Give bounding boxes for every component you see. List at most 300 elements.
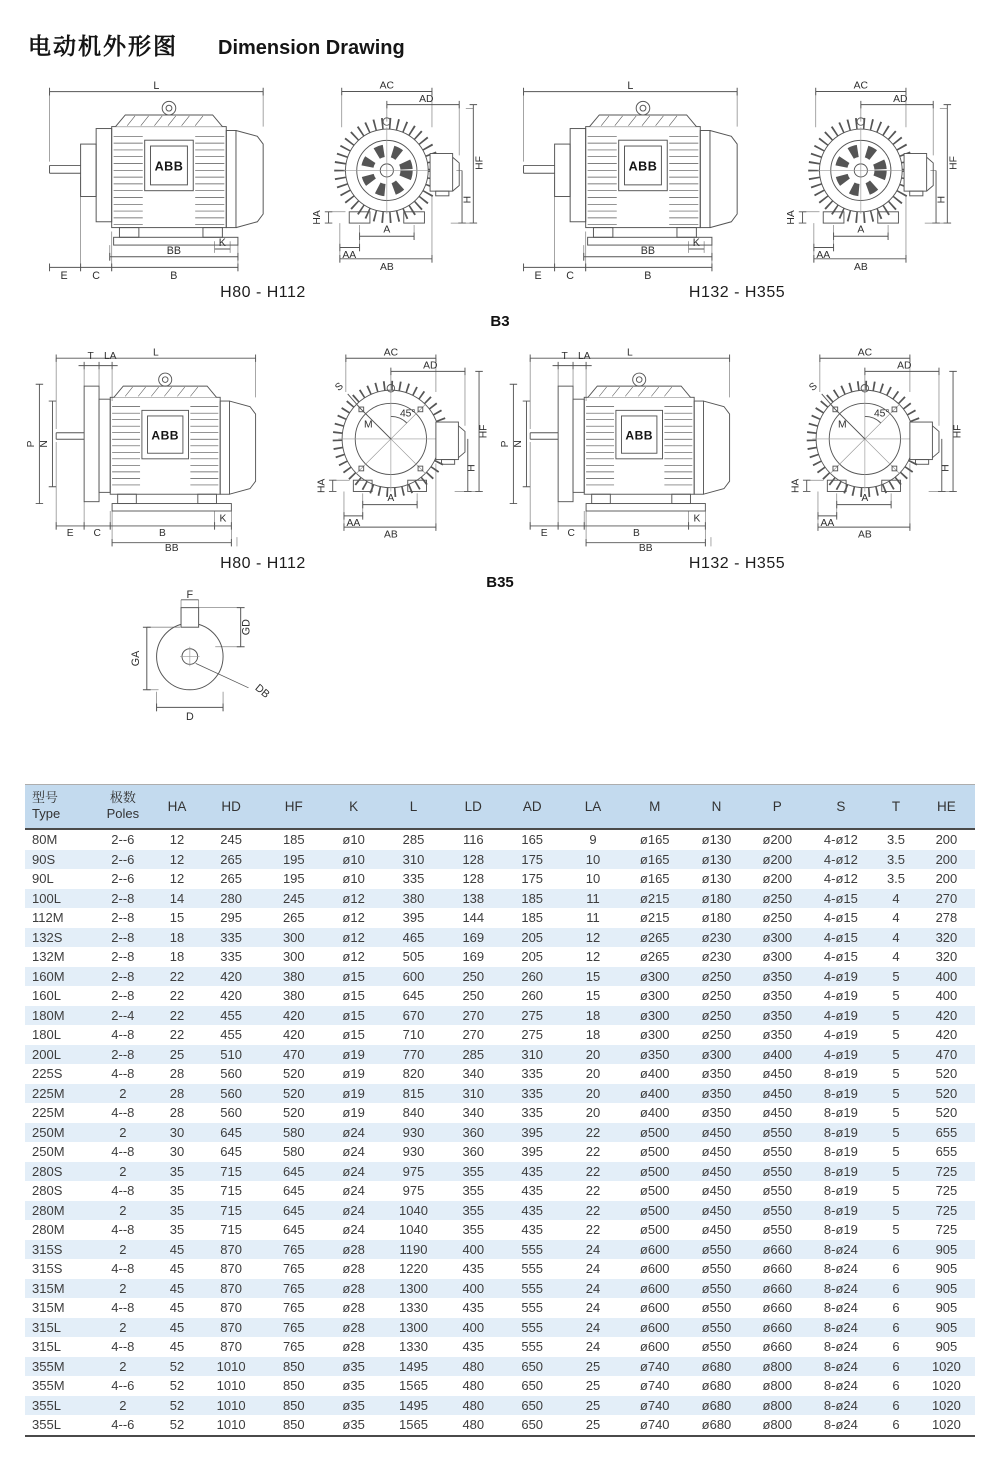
cell-value: 715 (220, 1222, 242, 1237)
dim-label-h: H (462, 195, 474, 204)
dim-label-hf: HF (952, 424, 964, 439)
cell-value: 4--6 (111, 1378, 135, 1393)
cell-value: 8-ø19 (823, 1105, 858, 1120)
cell-value: 20 (585, 1066, 601, 1081)
cell-value: ø350 (747, 1006, 808, 1026)
cell-value: ø19 (325, 1084, 382, 1104)
column-header-ha: HA (154, 785, 200, 830)
cell-value: 8-ø24 (823, 1339, 858, 1354)
dim-label-a: A (383, 224, 391, 236)
dim-label-t: T (87, 351, 94, 363)
cell-value: 2 (91, 1279, 154, 1299)
cell-value: 1010 (200, 1396, 263, 1416)
cell-value: 5 (874, 1123, 918, 1143)
cell-value: ø12 (342, 910, 365, 925)
cell-value: ø660 (762, 1300, 793, 1315)
abb-logo: ABB (625, 428, 654, 443)
cell-value: ø24 (325, 1123, 382, 1143)
cell-value: 275 (521, 1027, 544, 1042)
cell-value: 765 (282, 1261, 305, 1276)
cell-value: 8-ø24 (823, 1378, 858, 1393)
table-row (25, 889, 975, 909)
cell-value: 650 (502, 1357, 563, 1377)
motor-front-view-b35-drawing (310, 347, 498, 544)
dim-label-l: L (627, 347, 633, 359)
table-row (25, 1201, 975, 1221)
cell-value: ø450 (686, 1162, 747, 1182)
cell-value: ø550 (686, 1279, 747, 1299)
cell-value: 395 (402, 910, 425, 925)
cell-value: ø660 (747, 1240, 808, 1260)
cell-value: 905 (918, 1318, 975, 1338)
cell-value: 300 (282, 949, 305, 964)
cell-value: 25 (563, 1396, 624, 1416)
cell-value: 520 (935, 1066, 958, 1081)
column-header-type-zh: 型号 (32, 790, 59, 805)
dim-label-e: E (60, 270, 68, 283)
cell-value: ø250 (686, 1006, 747, 1026)
dim-label-ac: AC (853, 80, 869, 92)
cell-value: ø350 (701, 1105, 732, 1120)
cell-value: 6 (892, 1378, 900, 1393)
dim-label-h: H (466, 464, 478, 472)
cell-value: ø200 (747, 850, 808, 870)
cell-value: 335 (502, 1084, 563, 1104)
cell-value: 8-ø19 (808, 1084, 874, 1104)
cell-value: ø300 (623, 1006, 686, 1026)
cell-type: 315S (25, 1240, 91, 1260)
cell-value: 195 (262, 850, 325, 870)
cell-value: 45 (169, 1339, 185, 1354)
dim-label-ha: HA (790, 478, 802, 493)
cell-value: 975 (402, 1183, 425, 1198)
column-header-m: M (623, 785, 686, 830)
cell-value: 10 (563, 850, 624, 870)
dim-label-a: A (861, 492, 869, 504)
cell-value: 1020 (918, 1396, 975, 1416)
dim-label-m: M (838, 419, 847, 431)
cell-value: ø35 (325, 1415, 382, 1436)
cell-value: ø450 (701, 1222, 732, 1237)
cell-value: ø450 (762, 1105, 793, 1120)
cell-value: ø24 (342, 1222, 365, 1237)
cell-value: 1220 (399, 1261, 428, 1276)
cell-value: 8-ø24 (823, 1300, 858, 1315)
cell-value: 52 (154, 1415, 200, 1436)
cell-type: 90L (32, 871, 54, 886)
cell-value: 310 (502, 1045, 563, 1065)
cell-value: 2 (91, 1318, 154, 1338)
drawing-pair-b3-small-frames (32, 80, 494, 302)
cell-value: ø28 (325, 1240, 382, 1260)
cell-value: 12 (585, 949, 601, 964)
cell-value: 4--6 (91, 1415, 154, 1436)
cell-value: 645 (200, 1123, 263, 1143)
dim-label-l: L (153, 79, 160, 92)
cell-value: 165 (521, 832, 544, 847)
drawing-pair-b35-small-frames (25, 347, 494, 573)
cell-value: 275 (502, 1006, 563, 1026)
cell-value: 335 (220, 949, 242, 964)
cell-value: 20 (563, 1084, 624, 1104)
cell-type: 200L (25, 1045, 91, 1065)
cell-value: 400 (935, 988, 958, 1003)
cell-value: ø130 (701, 871, 732, 886)
cell-value: ø130 (686, 850, 747, 870)
dim-label-ha: HA (786, 210, 798, 225)
cell-value: 725 (918, 1201, 975, 1221)
cell-value: 2--6 (111, 832, 135, 847)
cell-value: 510 (200, 1045, 263, 1065)
dim-label-c: C (566, 270, 575, 283)
column-header-poles (91, 785, 154, 830)
cell-value: ø24 (342, 1183, 365, 1198)
cell-value: ø680 (686, 1415, 747, 1436)
cell-value: 320 (935, 949, 958, 964)
dim-label-db: DB (252, 681, 272, 701)
cell-value: 850 (262, 1396, 325, 1416)
drawing-views (499, 347, 972, 555)
cell-value: 555 (521, 1261, 544, 1276)
cell-value: 310 (445, 1084, 502, 1104)
cell-value: 4 (874, 889, 918, 909)
cell-value: ø24 (325, 1162, 382, 1182)
cell-value: 1020 (918, 1357, 975, 1377)
column-header-hd: HD (200, 785, 263, 830)
cell-value: 4-ø12 (808, 850, 874, 870)
cell-value: 4 (892, 949, 900, 964)
cell-value: 8-ø24 (808, 1357, 874, 1377)
cell-value: ø19 (342, 1105, 365, 1120)
cell-type: 132S (25, 928, 91, 948)
drawing-row-b3 (32, 80, 968, 302)
cell-value: 11 (563, 889, 624, 909)
title-english: Dimension Drawing (218, 37, 405, 59)
cell-value: 285 (445, 1045, 502, 1065)
cell-value: 435 (462, 1300, 485, 1315)
cell-value: 905 (935, 1339, 958, 1354)
drawing-pair-b35-large-frames (499, 347, 968, 573)
dim-label-ad: AD (423, 360, 438, 372)
cell-value: ø12 (325, 928, 382, 948)
table-row (25, 1318, 975, 1338)
cell-value: 5 (892, 1183, 900, 1198)
dim-label-p: P (25, 440, 37, 448)
cell-value: 25 (563, 1415, 624, 1436)
cell-value: 185 (502, 889, 563, 909)
cell-value: 3.5 (886, 832, 906, 847)
dim-label-la: LA (577, 351, 591, 363)
dim-label-aa: AA (346, 518, 361, 530)
cell-value: 4--8 (111, 1261, 135, 1276)
cell-value: 380 (282, 988, 305, 1003)
cell-value: 52 (154, 1396, 200, 1416)
cell-value: 4-ø12 (823, 871, 858, 886)
cell-value: ø300 (762, 949, 793, 964)
cell-value: 560 (200, 1084, 263, 1104)
cell-value: 455 (200, 1006, 263, 1026)
cell-value: 320 (918, 928, 975, 948)
cell-value: ø300 (747, 928, 808, 948)
cell-value: 420 (200, 967, 263, 987)
dimension-table-wrap (25, 784, 975, 1437)
cell-value: 5 (874, 967, 918, 987)
table-row (25, 1103, 975, 1123)
dim-label-h: H (936, 195, 948, 204)
cell-value: ø740 (639, 1378, 670, 1393)
cell-value: 1495 (382, 1357, 445, 1377)
cell-value: 560 (220, 1066, 242, 1081)
cell-value: ø550 (686, 1318, 747, 1338)
cell-value: 420 (262, 1006, 325, 1026)
dim-label-e: E (540, 528, 548, 540)
cell-type: 160M (25, 967, 91, 987)
column-header-poles-en: Poles (106, 806, 140, 821)
cell-type: 225S (32, 1066, 63, 1081)
table-row (25, 1025, 975, 1045)
cell-value: ø28 (342, 1300, 365, 1315)
cell-value: 380 (382, 889, 445, 909)
cell-value: ø600 (639, 1300, 670, 1315)
table-row (25, 850, 975, 870)
cell-value: 555 (521, 1300, 544, 1315)
cell-value: 6 (892, 1339, 900, 1354)
cell-value: 10 (585, 871, 601, 886)
cell-value: 480 (462, 1378, 485, 1393)
cell-type: 280S (25, 1162, 91, 1182)
cell-value: 870 (220, 1300, 242, 1315)
abb-logo: ABB (151, 428, 180, 443)
cell-value: 650 (502, 1396, 563, 1416)
cell-value: ø24 (325, 1201, 382, 1221)
cell-value: ø10 (342, 832, 365, 847)
cell-type: 355L (25, 1396, 91, 1416)
cell-value: 435 (521, 1183, 544, 1198)
cell-value: 1010 (200, 1357, 263, 1377)
cell-value: 930 (402, 1144, 425, 1159)
title-chinese: 电动机外形图 (28, 33, 178, 59)
cell-value: 340 (462, 1105, 485, 1120)
dim-label-45deg: 45° (873, 408, 890, 420)
cell-value: 195 (282, 871, 305, 886)
cell-value: 22 (154, 967, 200, 987)
cell-value: ø450 (701, 1183, 732, 1198)
cell-value: ø550 (747, 1201, 808, 1221)
cell-value: 1010 (200, 1415, 263, 1436)
table-row (25, 1181, 975, 1201)
cell-value: 820 (402, 1066, 425, 1081)
cell-value: 840 (402, 1105, 425, 1120)
cell-type: 280S (32, 1183, 63, 1198)
cell-value: ø550 (747, 1123, 808, 1143)
cell-value: 35 (154, 1162, 200, 1182)
cell-type: 315M (25, 1279, 91, 1299)
cell-value: ø500 (639, 1183, 670, 1198)
cell-value: 2--8 (91, 889, 154, 909)
table-row (25, 1396, 975, 1416)
cell-value: ø550 (747, 1162, 808, 1182)
cell-value: 260 (521, 988, 544, 1003)
cell-value: 2--8 (111, 910, 135, 925)
dim-label-s: S (333, 380, 346, 394)
cell-type: 112M (32, 910, 64, 925)
dim-label-hf: HF (478, 424, 490, 439)
cell-value: ø250 (747, 889, 808, 909)
shaft-end-view-drawing (92, 588, 317, 724)
cell-value: 850 (262, 1357, 325, 1377)
cell-value: 480 (445, 1357, 502, 1377)
cell-value: ø130 (701, 832, 732, 847)
cell-value: ø740 (623, 1396, 686, 1416)
dim-label-bb: BB (638, 543, 653, 555)
cell-value: 4 (874, 928, 918, 948)
cell-value: 1040 (382, 1201, 445, 1221)
cell-value: 250 (462, 988, 485, 1003)
cell-value: ø28 (342, 1261, 365, 1276)
cell-value: ø230 (701, 949, 732, 964)
dim-label-l: L (153, 347, 159, 359)
cell-value: 138 (445, 889, 502, 909)
cell-value: 205 (502, 928, 563, 948)
cell-value: 2--6 (91, 850, 154, 870)
cell-value: ø600 (623, 1240, 686, 1260)
cell-value: 3.5 (886, 871, 906, 886)
cell-value: 5 (892, 1066, 900, 1081)
cell-value: 2--8 (111, 949, 135, 964)
cell-value: 905 (918, 1240, 975, 1260)
cell-value: 45 (154, 1240, 200, 1260)
cell-value: 8-ø19 (823, 1222, 858, 1237)
table-row (25, 1279, 975, 1299)
cell-value: 645 (402, 988, 425, 1003)
cell-value: 20 (585, 1105, 601, 1120)
dim-label-c: C (93, 528, 101, 540)
cell-value: 4-ø15 (823, 949, 858, 964)
dim-label-ab: AB (383, 529, 398, 541)
cell-value: 6 (874, 1396, 918, 1416)
dim-label-m: M (364, 419, 373, 431)
cell-value: 4-ø15 (823, 910, 858, 925)
cell-value: 645 (282, 1222, 305, 1237)
cell-value: 185 (521, 910, 544, 925)
cell-type: 355M (32, 1378, 65, 1393)
dim-label-ac: AC (379, 80, 395, 92)
dim-label-s: S (807, 380, 820, 394)
cell-value: 2--8 (111, 988, 135, 1003)
cell-value: 45 (154, 1318, 200, 1338)
cell-value: 8-ø24 (808, 1396, 874, 1416)
dim-label-l: L (627, 79, 634, 92)
cell-value: 300 (262, 928, 325, 948)
cell-value: ø680 (701, 1378, 732, 1393)
cell-value: 1565 (382, 1415, 445, 1436)
cell-value: 2--6 (111, 871, 135, 886)
dim-label-ad: AD (897, 360, 912, 372)
cell-value: 725 (918, 1162, 975, 1182)
cell-type: 180L (32, 1027, 61, 1042)
cell-value: 815 (382, 1084, 445, 1104)
cell-value: 200 (935, 871, 958, 886)
cell-value: 1040 (399, 1222, 428, 1237)
cell-value: 4--8 (111, 1066, 135, 1081)
motor-side-view-b35-drawing (25, 347, 308, 555)
dim-label-ha: HA (312, 210, 324, 225)
cell-value: ø165 (639, 871, 670, 886)
cell-value: 8-ø24 (808, 1318, 874, 1338)
dim-label-ab: AB (379, 262, 394, 274)
cell-value: 265 (200, 850, 263, 870)
cell-value: 2 (91, 1240, 154, 1260)
cell-value: 355 (462, 1183, 485, 1198)
cell-value: 1300 (382, 1279, 445, 1299)
cell-value: ø400 (747, 1045, 808, 1065)
cell-value: 28 (154, 1084, 200, 1104)
cell-value: 355 (462, 1222, 485, 1237)
cell-value: ø12 (342, 949, 365, 964)
cell-value: ø165 (623, 850, 686, 870)
cell-value: 655 (935, 1144, 958, 1159)
cell-value: 270 (462, 1027, 485, 1042)
cell-value: 765 (262, 1279, 325, 1299)
cell-value: 765 (262, 1240, 325, 1260)
cell-value: 2--8 (91, 928, 154, 948)
cell-value: 245 (262, 889, 325, 909)
cell-value: 480 (445, 1396, 502, 1416)
cell-value: 1300 (382, 1318, 445, 1338)
cell-value: ø165 (639, 832, 670, 847)
column-header-t: T (874, 785, 918, 830)
cell-value: 2--8 (91, 1045, 154, 1065)
table-row (25, 928, 975, 948)
cell-type: 280M (25, 1201, 91, 1221)
cell-value: 4-ø19 (823, 1027, 858, 1042)
cell-type: 160L (32, 988, 61, 1003)
cell-value: ø550 (686, 1240, 747, 1260)
cell-value: ø600 (623, 1279, 686, 1299)
cell-value: 555 (502, 1279, 563, 1299)
cell-value: 52 (169, 1378, 185, 1393)
cell-value: 295 (220, 910, 242, 925)
cell-value: ø400 (639, 1105, 670, 1120)
cell-value: 265 (220, 871, 242, 886)
cell-value: ø250 (686, 967, 747, 987)
dim-label-aa: AA (342, 249, 357, 261)
cell-type: 315L (25, 1318, 91, 1338)
table-row (25, 869, 975, 889)
table-row (25, 1220, 975, 1240)
cell-value: 480 (445, 1415, 502, 1436)
cell-value: 380 (262, 967, 325, 987)
dim-label-e: E (534, 270, 542, 283)
cell-value: 5 (874, 1201, 918, 1221)
cell-value: 400 (445, 1279, 502, 1299)
cell-value: ø800 (762, 1378, 793, 1393)
cell-value: 455 (220, 1027, 242, 1042)
cell-value: ø400 (623, 1084, 686, 1104)
cell-value: 5 (892, 1144, 900, 1159)
cell-value: 850 (262, 1415, 325, 1436)
cell-value: 45 (169, 1261, 185, 1276)
dimension-table (25, 784, 975, 1437)
cell-value: 580 (262, 1123, 325, 1143)
dim-label-45deg: 45° (399, 408, 416, 420)
dim-label-p: P (499, 440, 511, 448)
cell-value: ø15 (342, 988, 365, 1003)
dim-label-ad: AD (893, 93, 908, 105)
cell-value: 1020 (931, 1378, 961, 1393)
cell-value: 420 (918, 1006, 975, 1026)
drawing-views (32, 80, 494, 281)
